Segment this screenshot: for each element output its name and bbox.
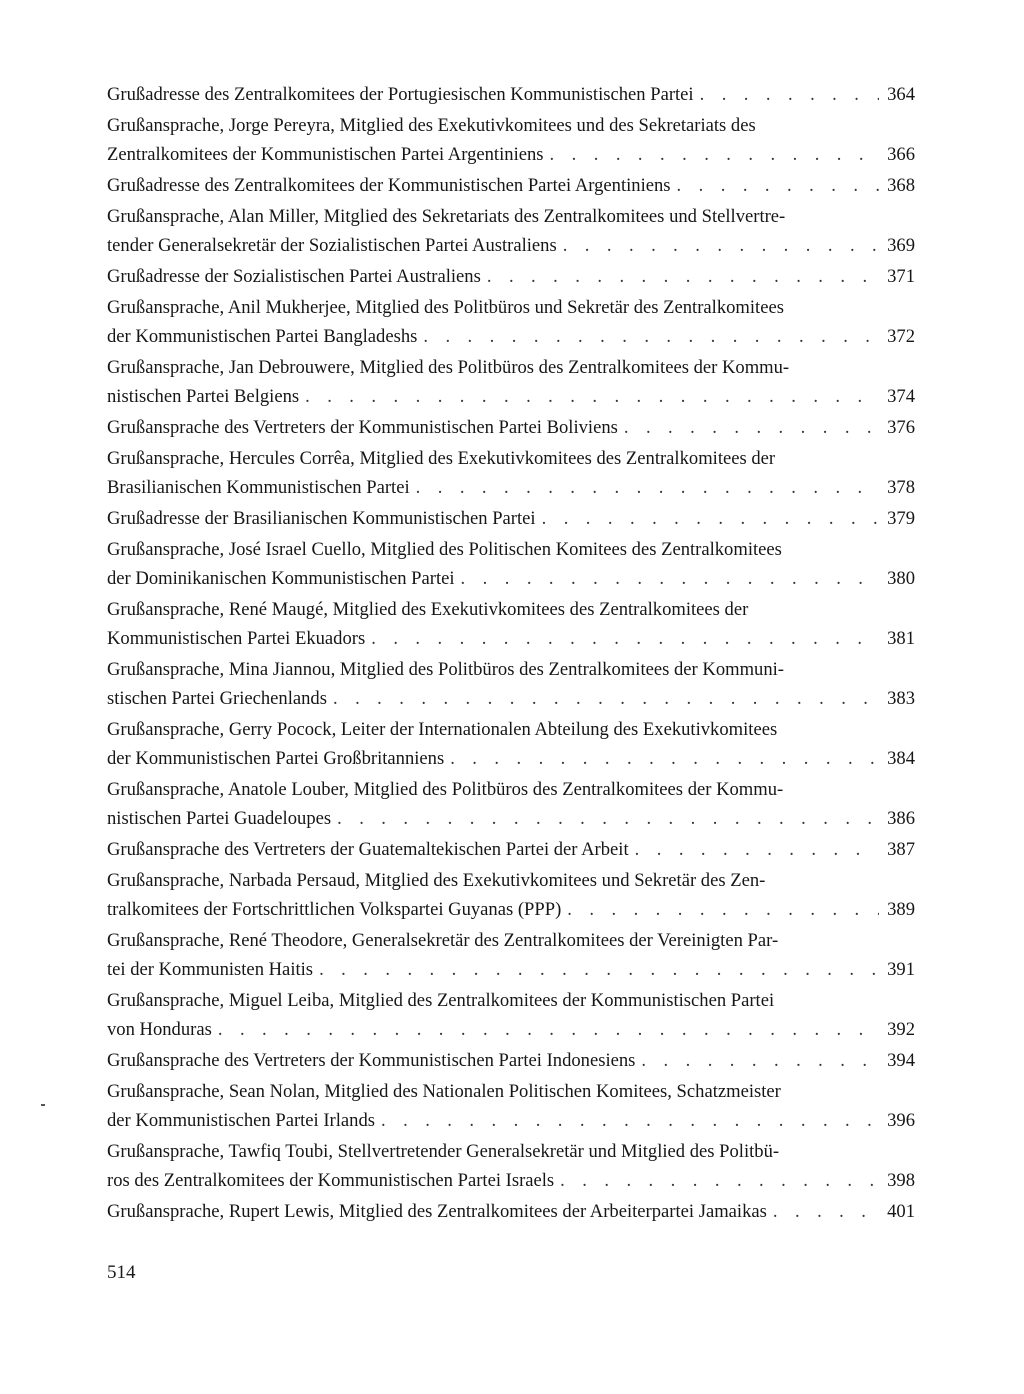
- toc-entry-page-number: 380: [887, 568, 915, 589]
- toc-entry-page-number: 381: [887, 628, 915, 649]
- toc-entry[interactable]: [107, 80, 915, 109]
- toc-entry-title: der Kommunistischen Partei Großbritanniens: [107, 748, 445, 769]
- toc-entry-page-number: 378: [887, 477, 915, 498]
- toc-entry-title-lines: Grußansprache, José Israel Cuello, Mitglied des Politischen Komitees des Zentralkomitees: [107, 539, 782, 560]
- toc-entry[interactable]: [107, 262, 915, 291]
- toc-entry-title: nistischen Partei Guadeloupes: [107, 808, 332, 829]
- toc-entry-title: der Kommunistischen Partei Bangladeshs: [107, 326, 418, 347]
- toc-entry[interactable]: [107, 1046, 915, 1075]
- dot-leader: [542, 504, 879, 533]
- toc-entry-title-lines: Grußansprache, Gerry Pocock, Leiter der Internationalen Abteilung des Exekutivkomitees: [107, 719, 778, 740]
- toc-entry-last-line: [107, 171, 915, 200]
- dot-leader: [450, 744, 879, 773]
- toc-entry-title: Grußansprache des Vertreters der Kommunistischen Partei Boliviens: [107, 417, 618, 438]
- toc-entry-title-lines: Grußansprache, René Maugé, Mitglied des Exekutivkomitees des Zentralkomitees der: [107, 599, 749, 620]
- toc-entry-title: tralkomitees der Fortschrittlichen Volkspartei Guyanas (PPP): [107, 899, 562, 920]
- toc-entry-title-lines: Grußansprache, Miguel Leiba, Mitglied des Zentralkomitees der Kommunistischen Partei: [107, 990, 775, 1011]
- toc-entry-last-line: [107, 504, 915, 533]
- toc-entry-page-number: 364: [887, 84, 915, 105]
- toc-entry-page-number: 366: [887, 144, 915, 165]
- dot-leader: [773, 1197, 879, 1226]
- toc-entry-title: Grußansprache des Vertreters der Kommunistischen Partei Indonesiens: [107, 1050, 636, 1071]
- page-number: 514: [107, 1262, 136, 1283]
- toc-entry-title-lines: Grußansprache, Anil Mukherjee, Mitglied des Politbüros und Sekretär des Zentralkomitees: [107, 297, 784, 318]
- toc-entry-title-lines: Grußansprache, Hercules Corrêa, Mitglied des Exekutivkomitees des Zentralkomitees der: [107, 448, 776, 469]
- dot-leader: [624, 413, 879, 442]
- toc-page: [107, 80, 915, 1228]
- dot-leader: [319, 955, 879, 984]
- toc-entry-last-line: [107, 564, 915, 593]
- toc-entry[interactable]: [107, 293, 915, 351]
- toc-entry-title: Grußansprache, Rupert Lewis, Mitglied des Zentralkomitees der Arbeiterpartei Jamaikas: [107, 1201, 767, 1222]
- toc-entry[interactable]: [107, 413, 915, 442]
- dot-leader: [381, 1106, 879, 1135]
- toc-entry-last-line: [107, 1166, 915, 1195]
- toc-entry[interactable]: [107, 655, 915, 713]
- toc-entry-title: Kommunistischen Partei Ekuadors: [107, 628, 366, 649]
- toc-entry-title: tei der Kommunisten Haitis: [107, 959, 314, 980]
- toc-entry-page-number: 371: [887, 266, 915, 287]
- toc-entry[interactable]: [107, 926, 915, 984]
- dot-leader: [487, 262, 879, 291]
- toc-entry-last-line: [107, 744, 915, 773]
- toc-entry-page-number: 394: [887, 1050, 915, 1071]
- toc-entry-title: ros des Zentralkomitees der Kommunistischen Partei Israels: [107, 1170, 555, 1191]
- toc-entry-page-number: 389: [887, 899, 915, 920]
- toc-entry-last-line: [107, 413, 915, 442]
- toc-entry[interactable]: [107, 504, 915, 533]
- toc-entry-last-line: [107, 382, 915, 411]
- toc-entry-title: tender Generalsekretär der Sozialistischen Partei Australiens: [107, 235, 557, 256]
- dot-leader: [337, 804, 879, 833]
- toc-entry-title-lines: Grußansprache, Jan Debrouwere, Mitglied des Politbüros des Zentralkomitees der Kommu-: [107, 357, 790, 378]
- toc-entry[interactable]: [107, 444, 915, 502]
- toc-entry-title-lines: Grußansprache, Tawfiq Toubi, Stellvertretender Generalsekretär und Mitglied des Politbü-: [107, 1141, 780, 1162]
- toc-entry-page-number: 374: [887, 386, 915, 407]
- toc-entry-page-number: 369: [887, 235, 915, 256]
- toc-entry[interactable]: [107, 715, 915, 773]
- toc-entry-title: Brasilianischen Kommunistischen Partei: [107, 477, 410, 498]
- toc-entry-title: stischen Partei Griechenlands: [107, 688, 327, 709]
- toc-entry-page-number: 401: [887, 1201, 915, 1222]
- toc-entry-title-lines: Grußansprache, Anatole Louber, Mitglied des Politbüros des Zentralkomitees der Kommu-: [107, 779, 784, 800]
- dot-leader: [635, 835, 879, 864]
- toc-entry-last-line: [107, 1106, 915, 1135]
- toc-entry-last-line: [107, 895, 915, 924]
- dot-leader: [700, 80, 879, 109]
- toc-entry-page-number: 386: [887, 808, 915, 829]
- toc-entry[interactable]: [107, 595, 915, 653]
- toc-entry-page-number: 396: [887, 1110, 915, 1131]
- toc-entry-title: der Kommunistischen Partei Irlands: [107, 1110, 376, 1131]
- dot-leader: [416, 473, 879, 502]
- toc-entry-last-line: [107, 624, 915, 653]
- toc-entry-title: Zentralkomitees der Kommunistischen Partei Argentiniens: [107, 144, 544, 165]
- toc-entry[interactable]: [107, 866, 915, 924]
- toc-entry-last-line: [107, 684, 915, 713]
- toc-entry-last-line: [107, 1046, 915, 1075]
- toc-entry-last-line: [107, 262, 915, 291]
- table-of-contents: [107, 80, 915, 1226]
- toc-entry[interactable]: [107, 1197, 915, 1226]
- toc-entry-title-lines: Grußansprache, Alan Miller, Mitglied des Sekretariats des Zentralkomitees und Stellvertre-: [107, 206, 786, 227]
- toc-entry-title: Grußadresse des Zentralkomitees der Kommunistischen Partei Argentiniens: [107, 175, 671, 196]
- dot-leader: [333, 684, 879, 713]
- toc-entry[interactable]: [107, 835, 915, 864]
- dot-leader: [641, 1046, 879, 1075]
- toc-entry-title-lines: Grußansprache, Jorge Pereyra, Mitglied des Exekutivkomitees und des Sekretariats des: [107, 115, 756, 136]
- toc-entry-last-line: [107, 835, 915, 864]
- toc-entry-title: Grußadresse der Sozialistischen Partei Australiens: [107, 266, 481, 287]
- toc-entry-title-lines: Grußansprache, René Theodore, Generalsekretär des Zentralkomitees der Vereinigten Par-: [107, 930, 779, 951]
- dot-leader: [371, 624, 879, 653]
- toc-entry[interactable]: [107, 353, 915, 411]
- toc-entry-page-number: 383: [887, 688, 915, 709]
- toc-entry[interactable]: [107, 986, 915, 1044]
- toc-entry-last-line: [107, 1015, 915, 1044]
- toc-entry-page-number: 387: [887, 839, 915, 860]
- toc-entry[interactable]: [107, 1077, 915, 1135]
- dot-leader: [218, 1015, 879, 1044]
- margin-mark: [41, 1104, 45, 1106]
- toc-entry-page-number: 392: [887, 1019, 915, 1040]
- dot-leader: [550, 140, 879, 169]
- toc-entry[interactable]: [107, 202, 915, 260]
- toc-entry-last-line: [107, 473, 915, 502]
- toc-entry-last-line: [107, 140, 915, 169]
- toc-entry-last-line: [107, 231, 915, 260]
- dot-leader: [563, 231, 879, 260]
- toc-entry-last-line: [107, 955, 915, 984]
- toc-entry-page-number: 368: [887, 175, 915, 196]
- toc-entry[interactable]: [107, 171, 915, 200]
- toc-entry-title: nistischen Partei Belgiens: [107, 386, 300, 407]
- toc-entry-title: Grußansprache des Vertreters der Guatemaltekischen Partei der Arbeit: [107, 839, 629, 860]
- toc-entry[interactable]: [107, 535, 915, 593]
- toc-entry-page-number: 391: [887, 959, 915, 980]
- dot-leader: [305, 382, 879, 411]
- toc-entry-last-line: [107, 80, 915, 109]
- toc-entry-page-number: 372: [887, 326, 915, 347]
- toc-entry-title-lines: Grußansprache, Mina Jiannou, Mitglied des Politbüros des Zentralkomitees der Kommuni-: [107, 659, 784, 680]
- dot-leader: [461, 564, 879, 593]
- toc-entry-last-line: [107, 322, 915, 351]
- toc-entry-last-line: [107, 804, 915, 833]
- dot-leader: [677, 171, 879, 200]
- toc-entry-page-number: 398: [887, 1170, 915, 1191]
- dot-leader: [423, 322, 879, 351]
- toc-entry-title: der Dominikanischen Kommunistischen Partei: [107, 568, 455, 589]
- dot-leader: [567, 895, 879, 924]
- toc-entry-title: von Honduras: [107, 1019, 212, 1040]
- toc-entry-page-number: 384: [887, 748, 915, 769]
- toc-entry-title: Grußadresse des Zentralkomitees der Portugiesischen Kommunistischen Partei: [107, 84, 694, 105]
- toc-entry[interactable]: [107, 775, 915, 833]
- dot-leader: [560, 1166, 879, 1195]
- toc-entry-page-number: 379: [887, 508, 915, 529]
- toc-entry-title-lines: Grußansprache, Sean Nolan, Mitglied des Nationalen Politischen Komitees, Schatzmeister: [107, 1081, 781, 1102]
- toc-entry[interactable]: [107, 1137, 915, 1195]
- toc-entry-title-lines: Grußansprache, Narbada Persaud, Mitglied des Exekutivkomitees und Sekretär des Zen-: [107, 870, 766, 891]
- toc-entry[interactable]: [107, 111, 915, 169]
- toc-entry-last-line: [107, 1197, 915, 1226]
- toc-entry-page-number: 376: [887, 417, 915, 438]
- toc-entry-title: Grußadresse der Brasilianischen Kommunistischen Partei: [107, 508, 536, 529]
